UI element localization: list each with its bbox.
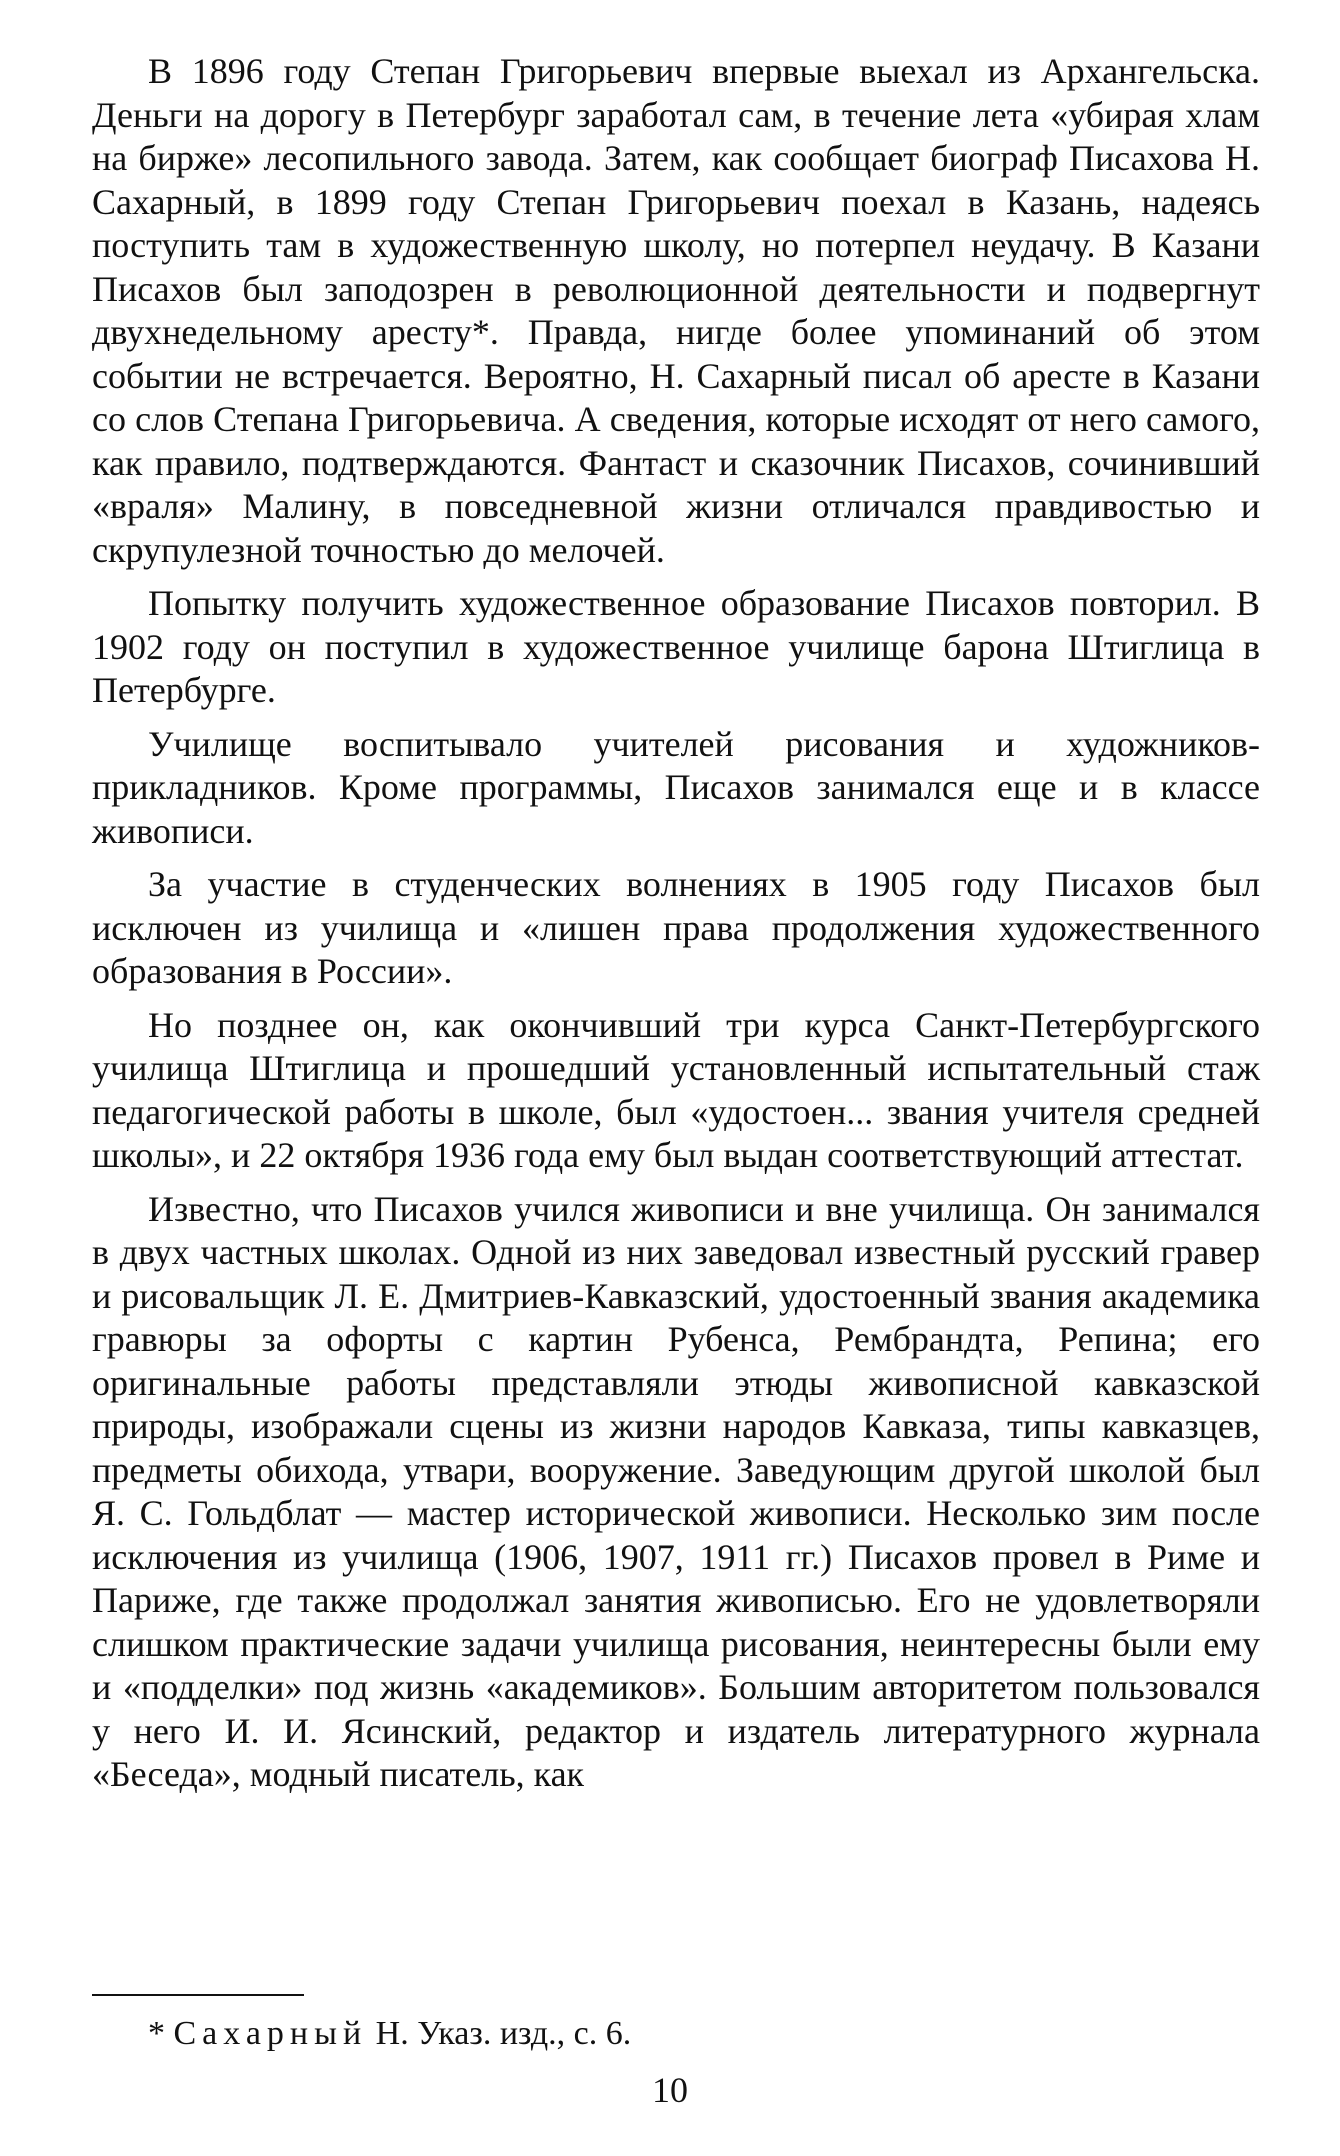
paragraph-1: В 1896 году Степан Григорьевич впервые выехал из Архангельска. Деньги на дорогу в Петербург заработал сам, в течение лета «убирая хлам на бирже» лесопильного завода. Затем, как сообщает биограф Писахова Н. Сахарный, в 1899 году Степан Григорьевич поехал в Казань, надеясь поступить там в художественную школу, но потерпел неудачу. В Казани Писахов был заподозрен в революционной деятельности и подвергнут двухнедельному аресту*. Правда, нигде более упоминаний об этом событии не встречается. Вероятно, Н. Сахарный писал об аресте в Казани со слов Степана Григорьевича. А сведения, которые исходят от него самого, как правило, подтверждаются. Фантаст и сказочник Писахов, сочинивший «враля» Малину, в повседневной жизни отличался правдивостью и скрупулезной точностью до мелочей.	[92, 51, 1260, 570]
paragraph-4: За участие в студенческих волнениях в 1905 году Писахов был исключен из училища и «лишен права продолжения художественного образования в России».	[92, 864, 1260, 991]
paragraph-2: Попытку получить художественное образование Писахов повторил. В 1902 году он поступил в художественное училище барона Штиглица в Петербурге.	[92, 583, 1260, 710]
page-body	[92, 50, 1260, 1807]
footnote-divider	[92, 1994, 304, 1996]
paragraph-3: Училище воспитывало учителей рисования и художников-прикладников. Кроме программы, Писахов занимался еще и в классе живописи.	[92, 723, 1260, 851]
footnote-author: Сахарный	[173, 2015, 368, 2052]
paragraph-5: Но позднее он, как окончивший три курса Санкт-Петербургского училища Штиглица и прошедший установленный испытательный стаж педагогической работы в школе, был «удостоен... звания учителя средней школы», и 22 октября 1936 года ему был выдан соответствующий аттестат.	[92, 1004, 1260, 1175]
footnote-marker: *	[148, 2015, 165, 2052]
footnote-text: Н. Указ. изд., с. 6.	[375, 2015, 632, 2052]
paragraph-6: Известно, что Писахов учился живописи и вне училища. Он занимался в двух частных школах. Одной из них заведовал известный русский гравер и рисовальщик Л. Е. Дмитриев-Кавказский, удостоенный звания академика гравюры за офорты с картин Рубенса, Рембрандта, Репина; его оригинальные работы представляли этюды живописной кавказской природы, изображали сцены из жизни народов Кавказа, типы кавказцев, предметы обихода, утвари, вооружение. Заведующим другой школой был Я. С. Гольдблат — мастер исторической живописи. Несколько зим после исключения из училища (1906, 1907, 1911 гг.) Писахов провел в Риме и Париже, где также продолжал занятия живописью. Его не удовлетворяли слишком практические задачи училища рисования, неинтересны были ему и «подделки» под жизнь «академиков». Большим авторитетом пользовался у него И. И. Ясинский, редактор и издатель литературного журнала «Беседа», модный писатель, как	[92, 1188, 1260, 1794]
page-number: 10	[652, 2070, 688, 2110]
footnote	[148, 2014, 631, 2054]
